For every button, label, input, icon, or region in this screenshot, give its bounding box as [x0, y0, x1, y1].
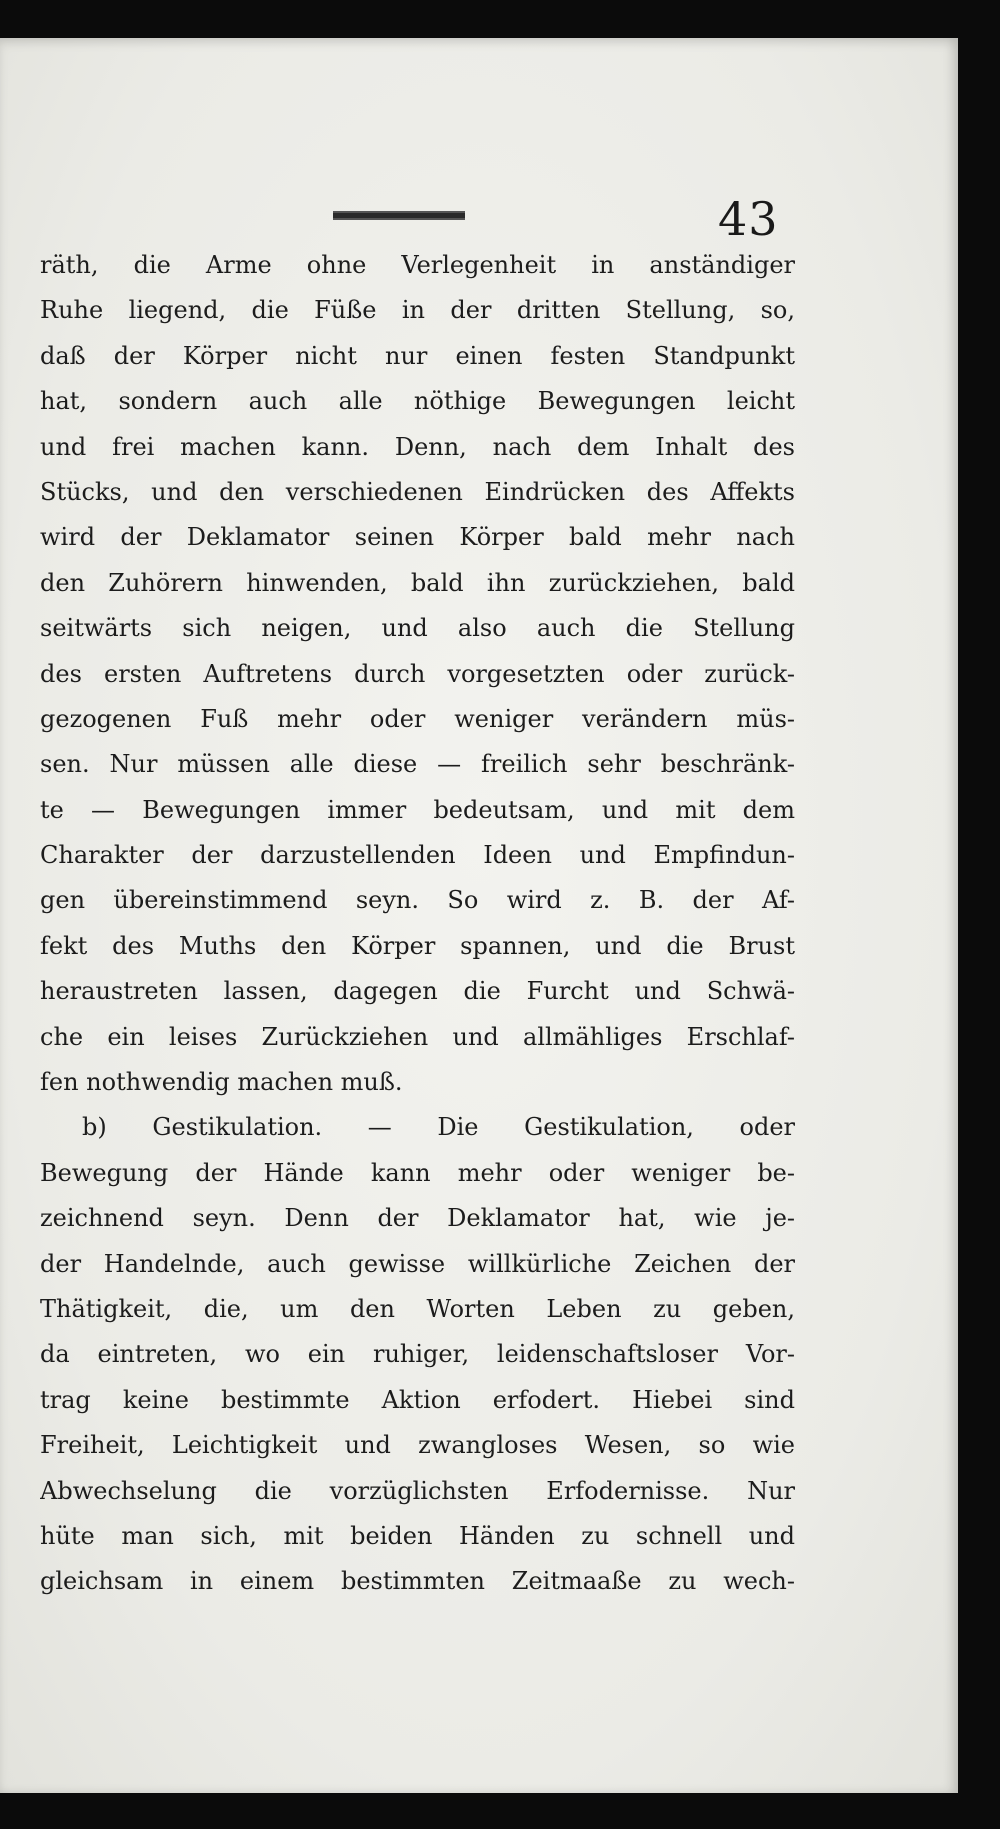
text-line: Thätigkeit, die, um den Worten Leben zu geben, — [40, 1294, 795, 1323]
text-line: Bewegung der Hände kann mehr oder weniger be- — [40, 1158, 795, 1187]
text-line: daß der Körper nicht nur einen festen Standpunkt — [40, 341, 795, 370]
text-line: Stücks, und den verschiedenen Eindrücken des Affekts — [40, 477, 795, 506]
text-line: da eintreten, wo ein ruhiger, leidenschaftsloser Vor- — [40, 1340, 795, 1369]
text-line: te — Bewegungen immer bedeutsam, und mit dem — [40, 795, 795, 824]
text-line: Freiheit, Leichtigkeit und zwangloses Wesen, so wie — [40, 1431, 795, 1460]
text-line: fen nothwendig machen muß. — [40, 1068, 403, 1097]
text-line: hat, sondern auch alle nöthige Bewegungen leicht — [40, 387, 795, 416]
text-line: des ersten Auftretens durch vorgesetzten oder zurück- — [40, 659, 795, 688]
text-line: trag keine bestimmte Aktion erfodert. Hiebei sind — [40, 1385, 795, 1414]
text-line: seitwärts sich neigen, und also auch die Stellung — [40, 614, 795, 643]
text-line: Charakter der darzustellenden Ideen und Empfindun- — [40, 841, 795, 870]
text-line: der Handelnde, auch gewisse willkürliche Zeichen der — [40, 1249, 795, 1278]
body-text — [40, 243, 795, 1605]
text-line: und frei machen kann. Denn, nach dem Inhalt des — [40, 432, 795, 461]
text-line: che ein leises Zurückziehen und allmähliges Erschlaf- — [40, 1022, 795, 1051]
page-number: 43 — [718, 192, 779, 246]
text-line: heraustreten lassen, dagegen die Furcht und Schwä- — [40, 977, 795, 1006]
section-heading-line: b) Gestikulation. — Die Gestikulation, oder — [82, 1113, 795, 1142]
text-line: sen. Nur müssen alle diese — freilich sehr beschränk- — [40, 750, 795, 779]
text-line: zeichnend seyn. Denn der Deklamator hat, wie je- — [40, 1204, 795, 1233]
text-line: hüte man sich, mit beiden Händen zu schnell und — [40, 1521, 795, 1550]
text-line: Ruhe liegend, die Füße in der dritten Stellung, so, — [40, 296, 795, 325]
text-line: Abwechselung die vorzüglichsten Erfodernisse. Nur — [40, 1476, 795, 1505]
text-line: wird der Deklamator seinen Körper bald mehr nach — [40, 523, 795, 552]
header-ornament-rule — [333, 211, 465, 220]
book-page — [0, 38, 958, 1793]
text-line: räth, die Arme ohne Verlegenheit in anständiger — [40, 251, 795, 279]
text-line: fekt des Muths den Körper spannen, und die Brust — [40, 931, 795, 960]
text-line: den Zuhörern hinwenden, bald ihn zurückziehen, bald — [40, 568, 795, 597]
text-line: gezogenen Fuß mehr oder weniger verändern müs- — [40, 704, 795, 733]
text-line: gen übereinstimmend seyn. So wird z. B. der Af- — [40, 886, 795, 915]
text-line: gleichsam in einem bestimmten Zeitmaaße zu wech- — [40, 1567, 795, 1596]
